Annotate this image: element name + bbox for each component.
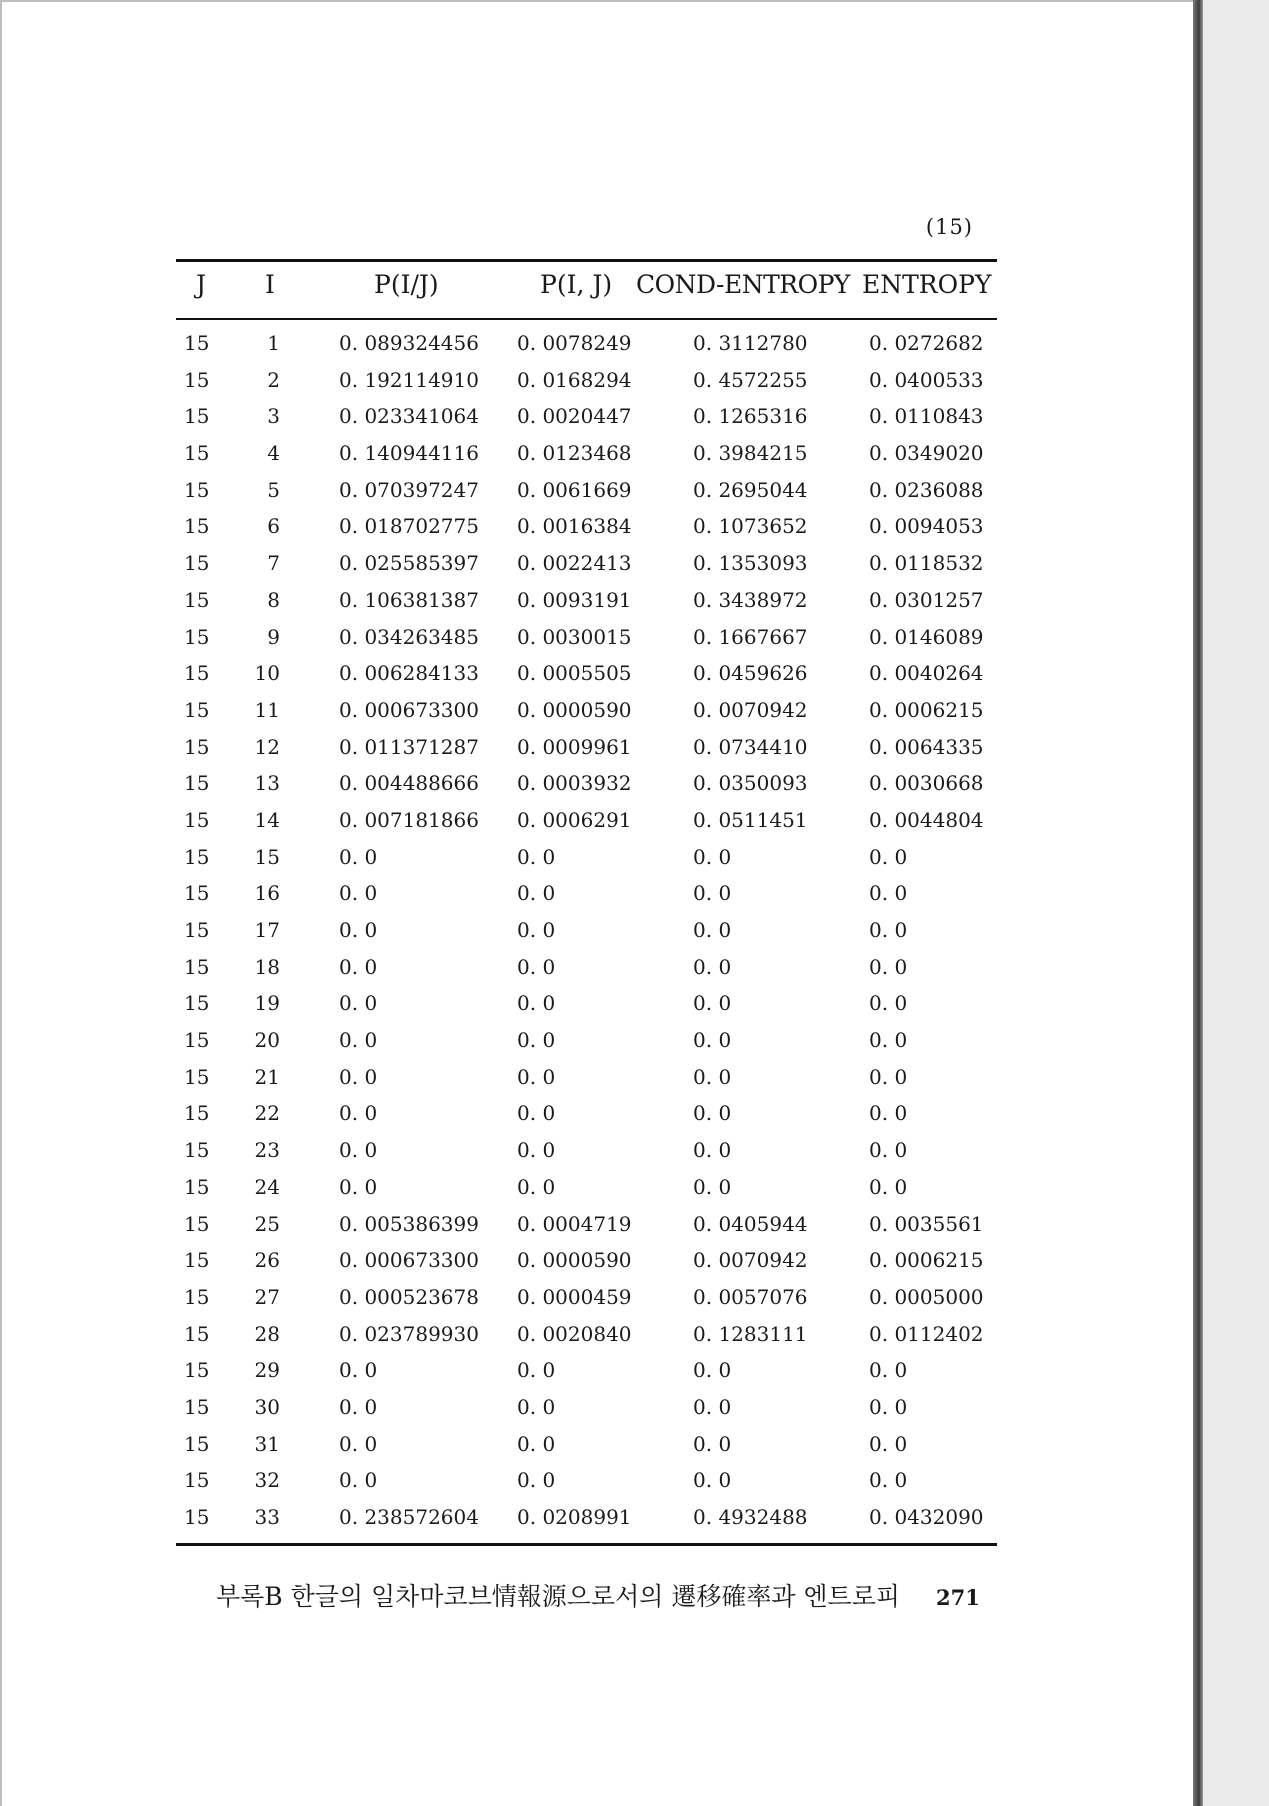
table-row (176, 1505, 997, 1542)
table-row (176, 1065, 997, 1102)
cell-p-i-j: 0. 0006291 (517, 807, 632, 832)
table-row (176, 441, 997, 478)
cell-p-i-given-j: 0. 0 (339, 1028, 378, 1053)
cell-entropy: 0. 0 (869, 1064, 908, 1089)
table-row (176, 735, 997, 772)
table-row (176, 1322, 997, 1359)
cell-entropy: 0. 0 (869, 1468, 908, 1493)
table-row (176, 1248, 997, 1285)
cell-entropy: 0. 0112402 (869, 1321, 984, 1346)
cell-p-i-j: 0. 0000590 (517, 1248, 632, 1273)
cell-i: 25 (254, 1211, 280, 1236)
cell-j: 15 (184, 1211, 210, 1236)
cell-cond-entropy: 0. 4572255 (693, 367, 808, 392)
cell-entropy: 0. 0301257 (869, 587, 984, 612)
section-number: (15) (925, 215, 973, 239)
cell-p-i-j: 0. 0 (517, 954, 556, 979)
cell-p-i-j: 0. 0 (517, 1468, 556, 1493)
cell-p-i-given-j: 0. 0 (339, 1358, 378, 1383)
cell-j: 15 (184, 367, 210, 392)
cell-i: 8 (267, 587, 280, 612)
cell-entropy: 0. 0432090 (869, 1505, 984, 1529)
cell-entropy: 0. 0 (869, 1358, 908, 1383)
cell-j: 15 (184, 881, 210, 906)
cell-entropy: 0. 0 (869, 844, 908, 869)
cell-p-i-given-j: 0. 0 (339, 991, 378, 1016)
cell-i: 30 (254, 1394, 280, 1419)
page-edge-shadow (1193, 0, 1203, 1806)
cell-i: 4 (267, 441, 280, 466)
table-row (176, 1101, 997, 1138)
cell-p-i-given-j: 0. 0 (339, 1431, 378, 1456)
cell-entropy: 0. 0040264 (869, 661, 984, 686)
table-row (176, 625, 997, 662)
cell-i: 32 (254, 1468, 280, 1493)
cell-p-i-given-j: 0. 025585397 (339, 551, 479, 576)
cell-cond-entropy: 0. 0734410 (693, 734, 808, 759)
cell-i: 21 (254, 1064, 280, 1089)
table-row (176, 1212, 997, 1249)
cell-p-i-given-j: 0. 0 (339, 1468, 378, 1493)
cell-p-i-j: 0. 0 (517, 1174, 556, 1199)
table-row (176, 1028, 997, 1065)
cell-p-i-given-j: 0. 0 (339, 1138, 378, 1163)
cell-j: 15 (184, 734, 210, 759)
cell-j: 15 (184, 1284, 210, 1309)
cell-p-i-given-j: 0. 238572604 (339, 1505, 479, 1529)
cell-cond-entropy: 0. 0 (693, 954, 732, 979)
cell-cond-entropy: 0. 1265316 (693, 404, 808, 429)
cell-cond-entropy: 0. 4932488 (693, 1505, 808, 1529)
cell-p-i-given-j: 0. 018702775 (339, 514, 479, 539)
cell-cond-entropy: 0. 0 (693, 1064, 732, 1089)
cell-i: 26 (254, 1248, 280, 1273)
cell-entropy: 0. 0005000 (869, 1284, 984, 1309)
cell-entropy: 0. 0094053 (869, 514, 984, 539)
cell-p-i-given-j: 0. 004488666 (339, 771, 479, 796)
cell-p-i-given-j: 0. 011371287 (339, 734, 479, 759)
cell-j: 15 (184, 954, 210, 979)
cell-p-i-j: 0. 0020840 (517, 1321, 632, 1346)
header-cond-entropy: COND-ENTROPY (636, 270, 850, 299)
cell-cond-entropy: 0. 3984215 (693, 441, 808, 466)
cell-j: 15 (184, 1174, 210, 1199)
cell-entropy: 0. 0 (869, 918, 908, 942)
cell-j: 15 (184, 1505, 210, 1529)
cell-p-i-given-j: 0. 005386399 (339, 1211, 479, 1236)
cell-j: 15 (184, 661, 210, 686)
table-row (176, 845, 997, 882)
cell-p-i-j: 0. 0000459 (517, 1284, 632, 1309)
cell-i: 20 (254, 1028, 280, 1053)
cell-p-i-given-j: 0. 000673300 (339, 1248, 479, 1273)
footer-page-number: 271 (935, 1585, 980, 1610)
cell-p-i-j: 0. 0003932 (517, 771, 632, 796)
cell-cond-entropy: 0. 0070942 (693, 697, 808, 722)
table-row (176, 698, 997, 735)
cell-j: 15 (184, 1138, 210, 1163)
cell-p-i-j: 0. 0 (517, 1028, 556, 1053)
table-row (176, 661, 997, 698)
cell-j: 15 (184, 1431, 210, 1456)
cell-p-i-given-j: 0. 000523678 (339, 1284, 479, 1309)
cell-p-i-j: 0. 0009961 (517, 734, 632, 759)
cell-entropy: 0. 0400533 (869, 367, 984, 392)
cell-i: 11 (254, 697, 280, 722)
cell-entropy: 0. 0 (869, 881, 908, 906)
cell-p-i-given-j: 0. 034263485 (339, 624, 479, 649)
cell-entropy: 0. 0006215 (869, 697, 984, 722)
cell-i: 18 (254, 954, 280, 979)
cell-cond-entropy: 0. 0 (693, 1431, 732, 1456)
cell-entropy: 0. 0035561 (869, 1211, 984, 1236)
cell-p-i-given-j: 0. 0 (339, 1064, 378, 1089)
cell-p-i-j: 0. 0093191 (517, 587, 632, 612)
cell-p-i-given-j: 0. 0 (339, 1101, 378, 1126)
cell-cond-entropy: 0. 0 (693, 1138, 732, 1163)
cell-p-i-given-j: 0. 106381387 (339, 587, 479, 612)
table-body (176, 331, 997, 1542)
cell-p-i-j: 0. 0 (517, 991, 556, 1016)
cell-p-i-j: 0. 0 (517, 1431, 556, 1456)
cell-j: 15 (184, 844, 210, 869)
cell-j: 15 (184, 1468, 210, 1493)
table-row (176, 771, 997, 808)
cell-cond-entropy: 0. 0350093 (693, 771, 808, 796)
table-row (176, 918, 997, 955)
table-row (176, 991, 997, 1028)
table-row (176, 881, 997, 918)
cell-i: 9 (267, 624, 280, 649)
cell-i: 31 (254, 1431, 280, 1456)
table-row (176, 1358, 997, 1395)
table-top-rule (176, 259, 997, 262)
cell-entropy: 0. 0236088 (869, 477, 984, 502)
header-i: I (265, 270, 275, 299)
cell-cond-entropy: 0. 1667667 (693, 624, 808, 649)
cell-cond-entropy: 0. 0 (693, 1394, 732, 1419)
cell-cond-entropy: 0. 0459626 (693, 661, 808, 686)
cell-p-i-j: 0. 0 (517, 1394, 556, 1419)
cell-j: 15 (184, 1321, 210, 1346)
cell-cond-entropy: 0. 0 (693, 1468, 732, 1493)
cell-cond-entropy: 0. 0070942 (693, 1248, 808, 1273)
cell-i: 33 (254, 1505, 280, 1529)
cell-entropy: 0. 0118532 (869, 551, 984, 576)
cell-cond-entropy: 0. 1073652 (693, 514, 808, 539)
cell-i: 2 (267, 367, 280, 392)
cell-p-i-given-j: 0. 0 (339, 918, 378, 942)
cell-p-i-given-j: 0. 0 (339, 1174, 378, 1199)
cell-j: 15 (184, 807, 210, 832)
cell-p-i-j: 0. 0 (517, 1138, 556, 1163)
table-row (176, 1395, 997, 1432)
cell-i: 16 (254, 881, 280, 906)
cell-cond-entropy: 0. 1353093 (693, 551, 808, 576)
cell-p-i-j: 0. 0020447 (517, 404, 632, 429)
cell-cond-entropy: 0. 0 (693, 1101, 732, 1126)
cell-entropy: 0. 0 (869, 991, 908, 1016)
table-row (176, 1138, 997, 1175)
cell-p-i-j: 0. 0208991 (517, 1505, 632, 1529)
cell-i: 23 (254, 1138, 280, 1163)
cell-j: 15 (184, 1101, 210, 1126)
cell-p-i-given-j: 0. 089324456 (339, 331, 479, 355)
cell-j: 15 (184, 477, 210, 502)
cell-j: 15 (184, 991, 210, 1016)
cell-i: 22 (254, 1101, 280, 1126)
table-row (176, 1432, 997, 1469)
cell-entropy: 0. 0 (869, 1431, 908, 1456)
cell-cond-entropy: 0. 0405944 (693, 1211, 808, 1236)
table-row (176, 1468, 997, 1505)
cell-entropy: 0. 0 (869, 1174, 908, 1199)
cell-p-i-given-j: 0. 0 (339, 954, 378, 979)
cell-entropy: 0. 0 (869, 1138, 908, 1163)
table-header (176, 270, 997, 310)
cell-j: 15 (184, 331, 210, 355)
cell-p-i-j: 0. 0000590 (517, 697, 632, 722)
cell-j: 15 (184, 624, 210, 649)
cell-cond-entropy: 0. 3438972 (693, 587, 808, 612)
cell-p-i-given-j: 0. 006284133 (339, 661, 479, 686)
cell-entropy: 0. 0044804 (869, 807, 984, 832)
table-row (176, 331, 997, 368)
cell-j: 15 (184, 1358, 210, 1383)
cell-j: 15 (184, 1064, 210, 1089)
cell-p-i-j: 0. 0030015 (517, 624, 632, 649)
cell-p-i-j: 0. 0005505 (517, 661, 632, 686)
cell-p-i-j: 0. 0 (517, 1101, 556, 1126)
cell-cond-entropy: 0. 0 (693, 918, 732, 942)
cell-j: 15 (184, 918, 210, 942)
cell-p-i-j: 0. 0 (517, 1358, 556, 1383)
cell-entropy: 0. 0 (869, 1394, 908, 1419)
cell-i: 6 (267, 514, 280, 539)
cell-i: 17 (254, 918, 280, 942)
header-p-i-given-j: P(I/J) (374, 270, 439, 299)
header-p-i-j: P(I, J) (540, 270, 613, 299)
cell-entropy: 0. 0006215 (869, 1248, 984, 1273)
cell-cond-entropy: 0. 2695044 (693, 477, 808, 502)
cell-p-i-j: 0. 0078249 (517, 331, 632, 355)
cell-p-i-given-j: 0. 000673300 (339, 697, 479, 722)
cell-p-i-given-j: 0. 140944116 (339, 441, 479, 466)
footer-caption: 부록B 한글의 일차마코브情報源으로서의 遷移確率과 엔트로피 (216, 1582, 901, 1611)
cell-p-i-given-j: 0. 023789930 (339, 1321, 479, 1346)
cell-entropy: 0. 0 (869, 1028, 908, 1053)
cell-i: 24 (254, 1174, 280, 1199)
cell-p-i-given-j: 0. 0 (339, 1394, 378, 1419)
cell-entropy: 0. 0272682 (869, 331, 984, 355)
cell-entropy: 0. 0146089 (869, 624, 984, 649)
cell-i: 5 (267, 477, 280, 502)
table-row (176, 404, 997, 441)
cell-i: 27 (254, 1284, 280, 1309)
cell-i: 12 (254, 734, 280, 759)
table-row (176, 478, 997, 515)
cell-p-i-j: 0. 0168294 (517, 367, 632, 392)
cell-j: 15 (184, 1028, 210, 1053)
cell-cond-entropy: 0. 0 (693, 881, 732, 906)
cell-entropy: 0. 0110843 (869, 404, 984, 429)
cell-i: 3 (267, 404, 280, 429)
table-row (176, 514, 997, 551)
cell-cond-entropy: 0. 0 (693, 991, 732, 1016)
cell-i: 15 (254, 844, 280, 869)
cell-p-i-j: 0. 0 (517, 881, 556, 906)
cell-j: 15 (184, 1248, 210, 1273)
cell-p-i-given-j: 0. 0 (339, 881, 378, 906)
cell-p-i-j: 0. 0 (517, 1064, 556, 1089)
cell-p-i-j: 0. 0 (517, 844, 556, 869)
table-row (176, 588, 997, 625)
table-row (176, 1175, 997, 1212)
cell-j: 15 (184, 551, 210, 576)
cell-p-i-j: 0. 0022413 (517, 551, 632, 576)
cell-cond-entropy: 0. 0 (693, 1174, 732, 1199)
cell-i: 14 (254, 807, 280, 832)
cell-entropy: 0. 0349020 (869, 441, 984, 466)
running-footer (216, 1577, 980, 1613)
table-row (176, 551, 997, 588)
table-row (176, 1285, 997, 1322)
cell-cond-entropy: 0. 0 (693, 844, 732, 869)
cell-p-i-j: 0. 0123468 (517, 441, 632, 466)
cell-cond-entropy: 0. 3112780 (693, 331, 808, 355)
cell-j: 15 (184, 514, 210, 539)
cell-entropy: 0. 0064335 (869, 734, 984, 759)
cell-p-i-given-j: 0. 007181866 (339, 807, 479, 832)
cell-cond-entropy: 0. 0 (693, 1028, 732, 1053)
cell-entropy: 0. 0030668 (869, 771, 984, 796)
header-entropy: ENTROPY (862, 270, 992, 299)
cell-j: 15 (184, 587, 210, 612)
cell-entropy: 0. 0 (869, 1101, 908, 1126)
cell-p-i-j: 0. 0016384 (517, 514, 632, 539)
cell-j: 15 (184, 697, 210, 722)
cell-p-i-given-j: 0. 192114910 (339, 367, 479, 392)
cell-i: 13 (254, 771, 280, 796)
table-row (176, 368, 997, 405)
cell-p-i-j: 0. 0004719 (517, 1211, 632, 1236)
cell-i: 1 (267, 331, 280, 355)
cell-entropy: 0. 0 (869, 954, 908, 979)
cell-cond-entropy: 0. 0511451 (693, 807, 808, 832)
cell-cond-entropy: 0. 1283111 (693, 1321, 808, 1346)
cell-cond-entropy: 0. 0057076 (693, 1284, 808, 1309)
cell-p-i-j: 0. 0061669 (517, 477, 632, 502)
cell-i: 19 (254, 991, 280, 1016)
cell-j: 15 (184, 441, 210, 466)
table-row (176, 808, 997, 845)
cell-i: 7 (267, 551, 280, 576)
cell-j: 15 (184, 1394, 210, 1419)
cell-i: 28 (254, 1321, 280, 1346)
cell-p-i-j: 0. 0 (517, 918, 556, 942)
cell-p-i-given-j: 0. 070397247 (339, 477, 479, 502)
table-row (176, 955, 997, 992)
cell-i: 29 (254, 1358, 280, 1383)
cell-p-i-given-j: 0. 0 (339, 844, 378, 869)
table-header-rule (176, 318, 997, 320)
cell-i: 10 (254, 661, 280, 686)
cell-j: 15 (184, 404, 210, 429)
header-j: J (196, 270, 207, 299)
table-bottom-rule (176, 1543, 997, 1546)
cell-p-i-given-j: 0. 023341064 (339, 404, 479, 429)
cell-cond-entropy: 0. 0 (693, 1358, 732, 1383)
cell-j: 15 (184, 771, 210, 796)
